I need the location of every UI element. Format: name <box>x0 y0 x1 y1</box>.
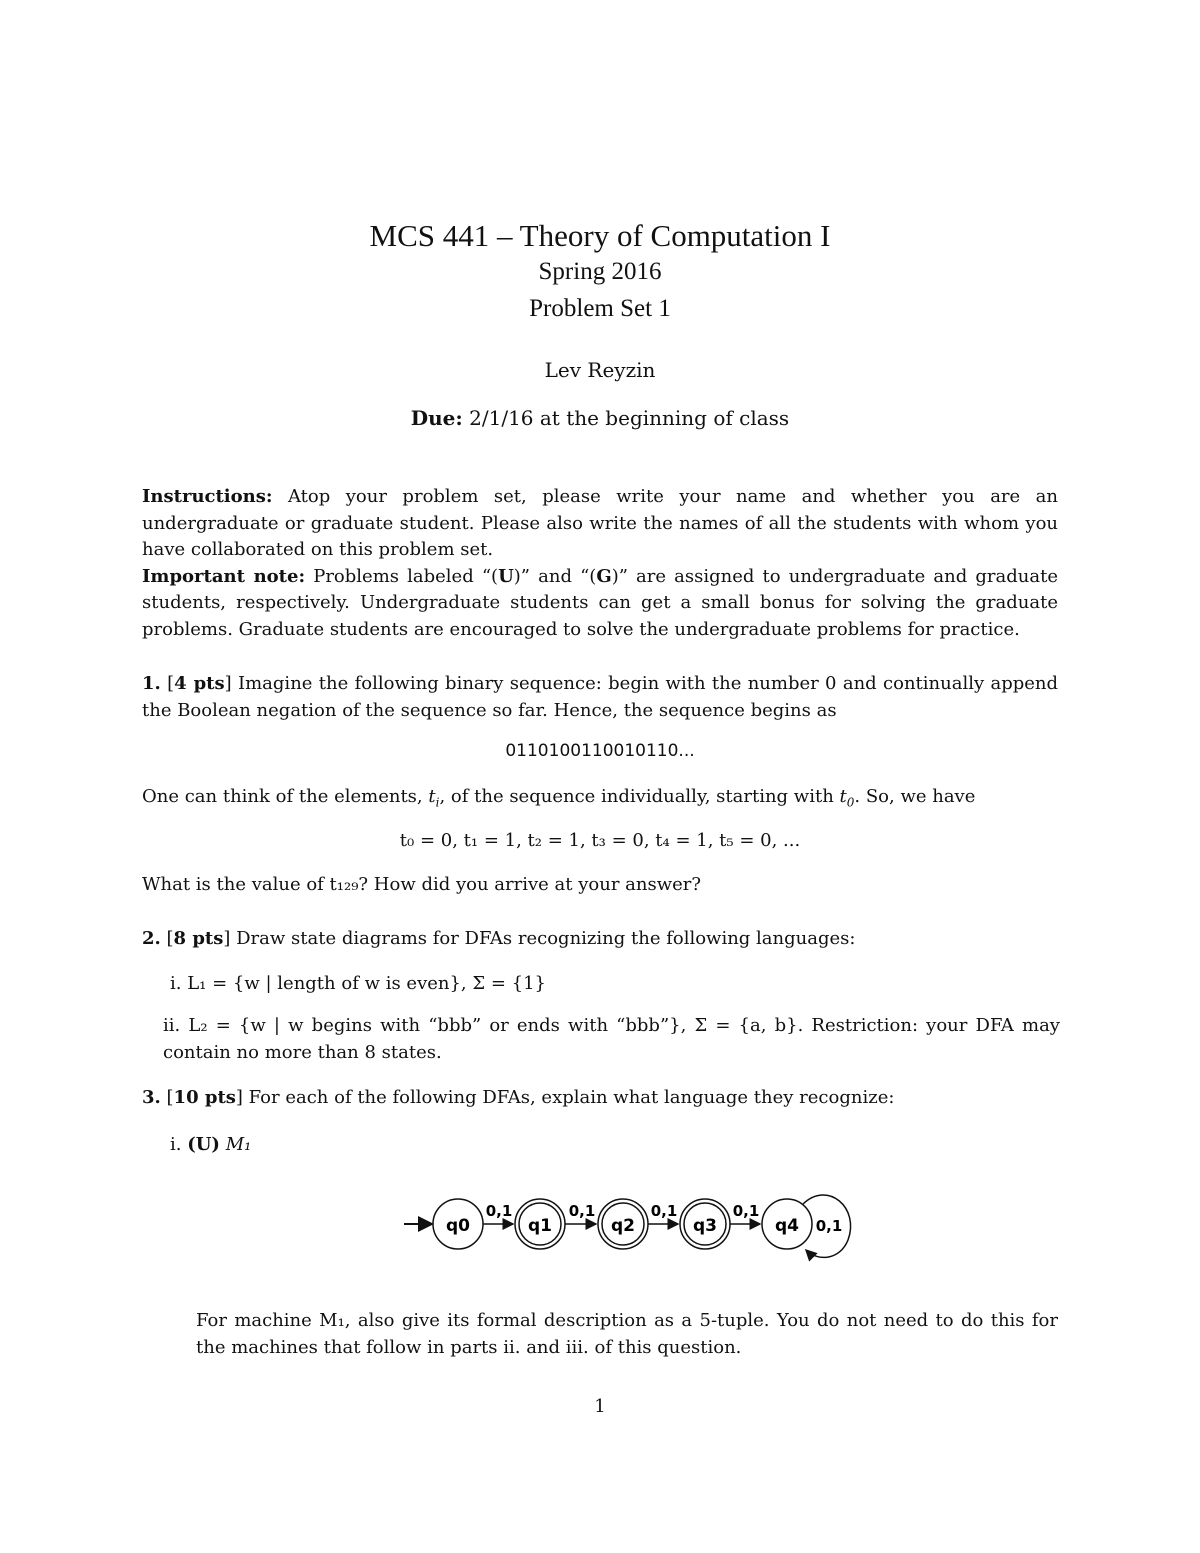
instructions-label: Instructions: <box>142 486 273 507</box>
due-text: 2/1/16 at the beginning of class <box>469 406 790 430</box>
dfa-diagram <box>398 1180 878 1280</box>
p3-item-i-label: i. <box>170 1134 182 1155</box>
state-q2 <box>598 1199 648 1249</box>
problem-2-points: 8 pts <box>173 928 224 949</box>
item-i-text: L₁ = {w | length of w is even}, Σ = {1} <box>187 973 546 994</box>
term: Spring 2016 <box>538 258 662 285</box>
problem-set-title: Problem Set 1 <box>529 295 671 322</box>
problem-1-number: 1. <box>142 673 161 694</box>
problem-2-number: 2. <box>142 928 161 949</box>
page-number: 1 <box>594 1396 606 1417</box>
item-i-label: i. <box>170 973 182 994</box>
author: Lev Reyzin <box>544 358 656 382</box>
problem-2: 2. [8 pts] Draw state diagrams for DFAs recognizing the following languages: <box>142 928 856 949</box>
state-q1-label: q1 <box>528 1216 552 1236</box>
course-title: MCS 441 – Theory of Computation I <box>369 218 831 253</box>
instructions <box>142 484 1058 643</box>
item-ii-text: L₂ = {w | w begins with “bbb” or ends with “bbb”}, Σ = {a, b}. Restriction: your DFA may contain no more than 8 states. <box>163 1015 1060 1063</box>
binary-sequence: 0110100110010110... <box>505 741 695 761</box>
elements-text-a: One can think of the elements, <box>142 786 429 807</box>
state-q2-label: q2 <box>611 1216 635 1236</box>
state-q0-label: q0 <box>446 1216 470 1236</box>
loop-label-q4: 0,1 <box>815 1217 843 1235</box>
sequence-equation: t₀ = 0, t₁ = 1, t₂ = 1, t₃ = 0, t₄ = 1, t₅ = 0, ... <box>399 830 801 851</box>
problem-1-points: 4 pts <box>174 673 225 694</box>
t-i: $t_i$ <box>428 786 440 810</box>
p3-machine: M₁ <box>225 1134 252 1155</box>
problem-2-item-i <box>170 971 1060 998</box>
problem-3: 3. [10 pts] For each of the following DFAs, explain what language they recognize: <box>142 1087 895 1108</box>
problem-3-points: 10 pts <box>173 1087 236 1108</box>
problem-3-followup: For machine M₁, also give its formal description as a 5-tuple. You do not need to do this for the machines that follow in parts ii. and iii. of this question. <box>196 1310 1058 1358</box>
problem-3-number: 3. <box>142 1087 161 1108</box>
elements-text-b: , of the sequence individually, starting with <box>439 786 840 807</box>
edge-label-q2-q3: 0,1 <box>650 1202 678 1220</box>
note-text-2: )” and “( <box>513 565 597 587</box>
state-q1 <box>515 1199 565 1249</box>
edge-label-q0-q1: 0,1 <box>485 1202 513 1220</box>
item-ii-label: ii. <box>163 1015 181 1036</box>
edge-label-q3-q4: 0,1 <box>732 1202 760 1220</box>
state-q4-label: q4 <box>775 1216 799 1236</box>
instructions-text: Atop your problem set, please write your name and whether you are an undergraduate or graduate student. Please also write the names of all the students with whom you have collaborated on this problem set. <box>142 486 1058 560</box>
note-text-1: Problems labeled “( <box>313 565 499 587</box>
problem-3-item-i <box>170 1132 251 1159</box>
due-line <box>0 406 1200 430</box>
t-0: $t_0$ <box>839 786 855 810</box>
state-q3 <box>680 1199 730 1249</box>
state-q0 <box>433 1199 483 1249</box>
p3-item-i-tag: (U) <box>187 1134 220 1155</box>
problem-1-elements <box>142 784 1058 816</box>
problem-2-text: Draw state diagrams for DFAs recognizing the following languages: <box>236 928 856 949</box>
edge-label-q1-q2: 0,1 <box>568 1202 596 1220</box>
problem-1-text: Imagine the following binary sequence: begin with the number 0 and continually append the Boolean negation of the sequence so far. Hence, the sequence begins as <box>142 673 1059 721</box>
elements-text-c: . So, we have <box>854 786 976 807</box>
due-label: Due: <box>410 406 463 430</box>
state-q3-label: q3 <box>693 1216 717 1236</box>
note-u: U <box>498 565 514 587</box>
note-text-3: )” are assigned to undergraduate and graduate students, respectively. Undergraduate students can get a small bonus for solving the graduate problems. Graduate students are encouraged to solve the undergraduate problems for practice. <box>142 565 1058 640</box>
problem-1: 1. [4 pts] Imagine the following binary sequence: begin with the number 0 and continually append the Boolean negation of the sequence so far. Hence, the sequence begins as <box>142 673 1059 721</box>
note-label: Important note: <box>142 565 306 587</box>
state-q4 <box>762 1199 812 1249</box>
problem-1-question: What is the value of t₁₂₉? How did you arrive at your answer? <box>142 874 702 895</box>
problem-2-item-ii <box>163 1013 1060 1066</box>
note-g: G <box>596 565 612 587</box>
problem-3-text: For each of the following DFAs, explain what language they recognize: <box>248 1087 895 1108</box>
